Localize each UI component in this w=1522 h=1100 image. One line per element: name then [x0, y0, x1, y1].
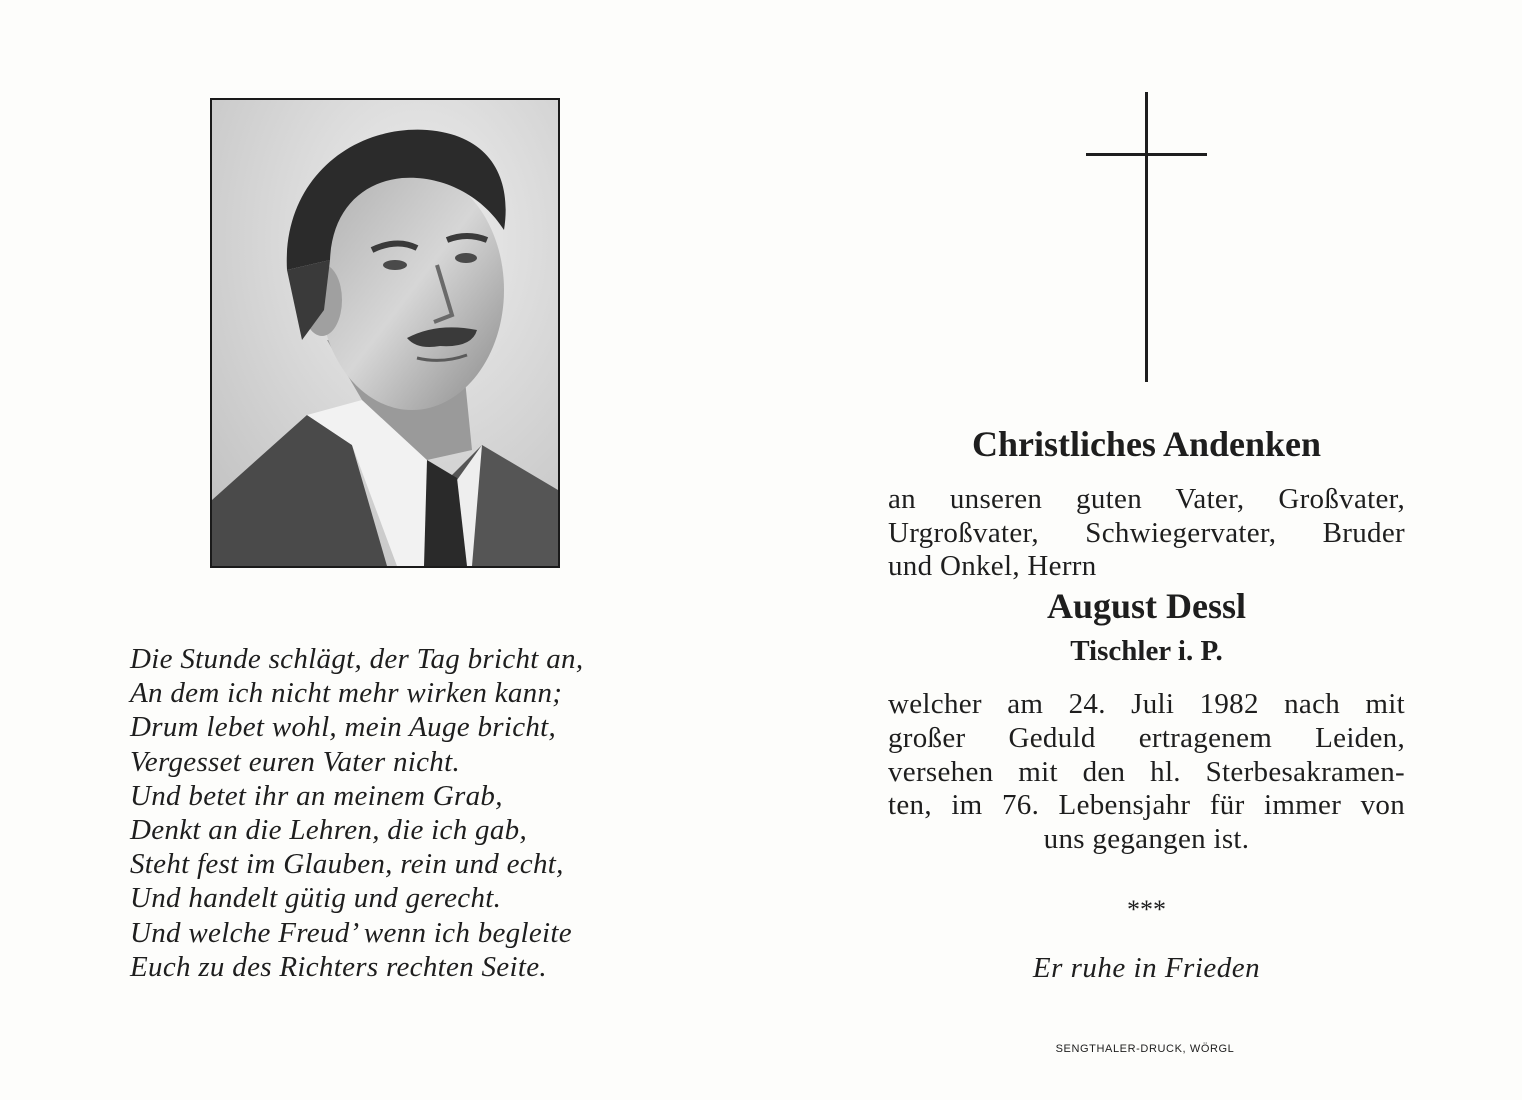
obituary-line: welcher am 24. Juli 1982 nach mit	[888, 688, 1405, 720]
obituary-line: versehen mit den hl. Sterbesakramen-	[888, 755, 1405, 788]
poem-line: Vergesset euren Vater nicht.	[130, 745, 461, 778]
poem-line: Euch zu des Richters rechten Seite.	[130, 950, 547, 983]
intro-line: und Onkel, Herrn	[888, 550, 1097, 582]
poem-line: Drum lebet wohl, mein Auge bricht,	[130, 711, 557, 744]
obituary-line: uns gegangen ist.	[1043, 823, 1250, 856]
poem-line: Und handelt gütig und gerecht.	[130, 882, 502, 915]
poem-line: Denkt an die Lehren, die ich gab,	[130, 813, 528, 846]
portrait-photo	[210, 98, 560, 568]
obituary-line: großer Geduld ertragenem Leiden,	[888, 721, 1405, 754]
intro-line: an unseren guten Vater, Großvater,	[888, 483, 1405, 515]
intro-line: Urgroßvater, Schwiegervater, Bruder	[888, 516, 1405, 549]
card-heading: Christliches Andenken	[971, 424, 1322, 464]
deceased-name: August Dessl	[1046, 586, 1247, 626]
poem-line: Steht fest im Glauben, rein und echt,	[130, 848, 564, 881]
poem	[130, 642, 670, 984]
poem-line: Und welche Freud’ wenn ich begleite	[130, 916, 572, 949]
cross-horizontal-bar	[1086, 153, 1207, 156]
poem-line: An dem ich nicht mehr wirken kann;	[130, 677, 563, 710]
deceased-occupation: Tischler i. P.	[1070, 635, 1223, 667]
obituary-line: ten, im 76. Lebensjahr für immer von	[888, 789, 1405, 822]
separator-stars: ***	[1127, 895, 1166, 924]
closing-phrase: Er ruhe in Frieden	[1032, 952, 1261, 984]
obituary-text	[888, 688, 1405, 857]
intro-text	[888, 483, 1405, 584]
cross-vertical-bar	[1145, 92, 1148, 382]
poem-line: Und betet ihr an meinem Grab,	[130, 779, 503, 812]
poem-line: Die Stunde schlägt, der Tag bricht an,	[130, 643, 584, 675]
printer-imprint: SENGTHALER-DRUCK, WÖRGL	[1055, 1043, 1235, 1055]
